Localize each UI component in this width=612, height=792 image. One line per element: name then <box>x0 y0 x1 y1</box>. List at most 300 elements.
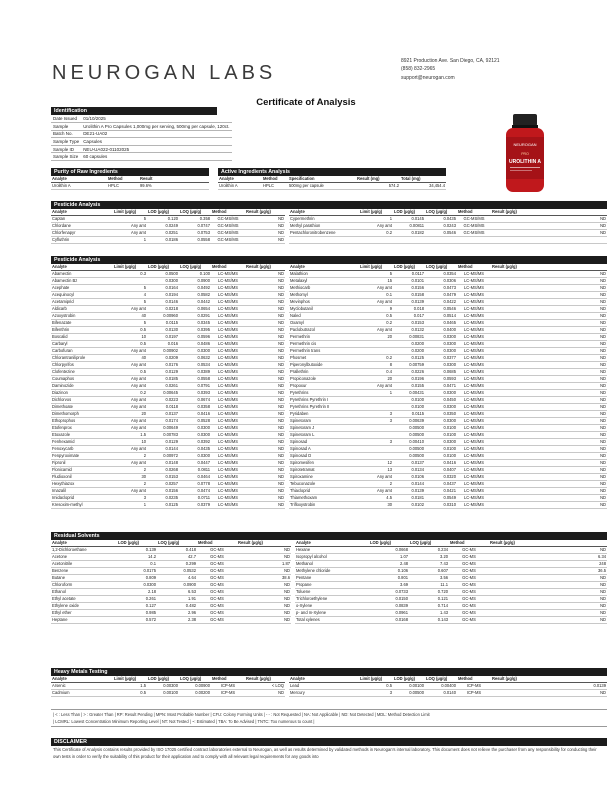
table-cell: 0.0465 <box>425 320 457 327</box>
table-cell: Dimethomorph <box>51 411 113 418</box>
table-cell: 0.0791 <box>179 383 211 390</box>
table-cell: 11.1 <box>409 582 449 589</box>
table-cell: 1.87 <box>237 561 291 568</box>
table-cell: LC-MS/MS <box>457 320 491 327</box>
table-cell: 0.0345 <box>179 320 211 327</box>
column-header: Result (µg/g) <box>245 676 285 683</box>
table-cell: 0.0300 <box>147 278 179 285</box>
column-header: LOD (µg/g) <box>117 540 157 547</box>
table-cell: Any amt <box>113 376 147 383</box>
table-cell: ND <box>245 481 285 488</box>
table-cell: LC-MS/MS <box>457 383 491 390</box>
table-cell: 0.00783 <box>147 432 179 439</box>
table-cell: LC-MS/MS <box>457 467 491 474</box>
table-cell: GC-MS <box>197 547 237 554</box>
table-cell: ND <box>245 439 285 446</box>
table-cell: LC-MS/MS <box>211 313 245 320</box>
table-cell: Methanol <box>295 561 369 568</box>
table-cell: 8 <box>359 362 393 369</box>
column-header: Result (µg/g) <box>491 209 607 216</box>
table-cell: 0.0514 <box>425 313 457 320</box>
table-cell: Any amt <box>113 446 147 453</box>
table-cell: ND <box>237 603 291 610</box>
table-cell: 0.0300 <box>117 582 157 589</box>
table-cell: Fenhexamid <box>51 439 113 446</box>
table-cell: LC-MS/MS <box>457 495 491 502</box>
table-cell: Trichloroethylene <box>295 596 369 603</box>
table-cell: GC-MS <box>197 568 237 575</box>
table-row <box>51 554 607 561</box>
table-cell: GC-MS/MS <box>457 216 491 223</box>
table-cell: 1 <box>113 502 147 509</box>
table-cell: Propiconazole <box>289 376 359 383</box>
table-cell: 0.0377 <box>425 355 457 362</box>
table-cell: Aldicarb <box>51 306 113 313</box>
table-cell: Bifenazate <box>51 320 113 327</box>
table-cell: ND <box>245 355 285 362</box>
table-row <box>51 313 607 320</box>
table-cell: Pentachloronitrobenzene <box>289 230 359 237</box>
table-cell: 0.714 <box>409 603 449 610</box>
table-cell: ND <box>245 418 285 425</box>
table-cell: 0.0674 <box>179 397 211 404</box>
table-cell: 0.0291 <box>179 313 211 320</box>
table-row <box>51 230 607 237</box>
table-cell: 0.0100 <box>425 446 457 453</box>
column-header: Analyte <box>289 676 359 683</box>
company-logo: NEUROGAN LABS <box>52 62 277 84</box>
table-cell: LC-MS/MS <box>211 460 245 467</box>
table-cell: Methylene chloride <box>295 568 369 575</box>
table-cell: ND <box>491 230 607 237</box>
table-cell: Piperonylbutoxide <box>289 362 359 369</box>
table-cell: 5 <box>113 216 147 223</box>
table-row <box>51 285 607 292</box>
table-cell: 5 <box>113 320 147 327</box>
table-cell: Abamectin Bz <box>51 278 113 285</box>
table-cell: Dimethoate <box>51 404 113 411</box>
table-cell: 60 capsules <box>81 153 231 161</box>
table-cell: 0.0558 <box>179 376 211 383</box>
table-cell <box>359 432 393 439</box>
table-cell: 0.00400 <box>425 683 457 690</box>
table-cell: 42.7 <box>157 554 197 561</box>
table-cell: 0.0532 <box>157 568 197 575</box>
column-header: LOD (µg/g) <box>393 209 425 216</box>
table-cell: 0.0268 <box>147 467 179 474</box>
table-row <box>51 334 607 341</box>
table-cell: 0.0435 <box>179 446 211 453</box>
table-cell: Benzene <box>51 568 117 575</box>
table-cell: 12 <box>359 460 393 467</box>
table-cell: ND <box>245 467 285 474</box>
table-cell: Sample Size <box>51 153 81 161</box>
table-cell: 1.5 <box>113 432 147 439</box>
table-cell: 0.120 <box>147 216 179 223</box>
table-cell: 5 <box>359 271 393 278</box>
table-cell: 0.5 <box>359 313 393 320</box>
table-cell: 0.00500 <box>393 432 425 439</box>
table-cell: 0.00902 <box>147 348 179 355</box>
table-cell: LC-MS/MS <box>457 439 491 446</box>
table-cell: Capsules <box>81 138 231 146</box>
table-cell: Spirotetramat <box>289 467 359 474</box>
table-cell: 3 <box>359 439 393 446</box>
table-row <box>51 547 607 554</box>
table-cell: Fludioxonil <box>51 474 113 481</box>
table-cell: Ethylene oxide <box>51 603 117 610</box>
table-row <box>51 397 607 404</box>
table-cell: LC-MS/MS <box>211 369 245 376</box>
table-cell: Chlordane <box>51 223 113 230</box>
table-cell: 0.0471 <box>425 383 457 390</box>
table-cell: 574.2 <box>356 183 400 190</box>
table-cell <box>491 237 607 244</box>
table-cell: 0.0140 <box>425 690 457 697</box>
table-cell: 0.0134 <box>393 467 425 474</box>
table-cell: 4.5 <box>359 495 393 502</box>
table-cell: 0.2 <box>113 390 147 397</box>
table-cell: ND <box>491 292 607 299</box>
table-cell: ND <box>245 460 285 467</box>
table-cell: GC-MS <box>197 575 237 582</box>
table-cell: 0.0421 <box>425 488 457 495</box>
table-cell: Hexane <box>295 547 369 554</box>
column-header: LOD (µg/g) <box>147 209 179 216</box>
contact-info <box>401 57 500 82</box>
table-cell: 0.0479 <box>425 292 457 299</box>
table-cell: 0.0358 <box>179 404 211 411</box>
table-row <box>51 320 607 327</box>
table-cell: 0.0900 <box>179 278 211 285</box>
table-cell: 0.0437 <box>425 481 457 488</box>
table-cell: 0.0156 <box>393 285 425 292</box>
column-header: Limit (µg/g) <box>113 676 147 683</box>
table-cell: ND <box>489 589 607 596</box>
table-cell: 40 <box>113 313 147 320</box>
table-cell: GC-MS <box>197 561 237 568</box>
table-cell: 2.18 <box>117 589 157 596</box>
column-header: Analyte <box>51 540 117 547</box>
table-cell: LC-MS/MS <box>211 285 245 292</box>
table-cell: Mercury <box>289 690 359 697</box>
table-cell: LC-MS/MS <box>211 425 245 432</box>
table-cell: 0.00100 <box>393 683 425 690</box>
table-cell: 99.6% <box>139 183 209 190</box>
table-cell: 0.0711 <box>179 495 211 502</box>
table-cell: Acequinocyl <box>51 292 113 299</box>
table-cell: 0.00900 <box>179 683 211 690</box>
table-cell: LC-MS/MS <box>211 271 245 278</box>
column-header: Method <box>107 176 139 183</box>
table-cell: Any amt <box>113 348 147 355</box>
table-cell: ND <box>491 383 607 390</box>
table-cell: LC-MS/MS <box>457 348 491 355</box>
table-cell: Any amt <box>359 285 393 292</box>
table-cell: 2.38 <box>157 617 197 624</box>
table-cell: LC-MS/MS <box>457 418 491 425</box>
identification-table <box>51 115 232 161</box>
table-cell: ND <box>491 467 607 474</box>
table-cell: 0.0100 <box>425 453 457 460</box>
table-cell: 7.43 <box>409 561 449 568</box>
table-cell: 0.0464 <box>179 474 211 481</box>
table-cell: 1,2-Dichloroethane <box>51 547 117 554</box>
column-header: Method <box>457 264 491 271</box>
table-cell: 0.0422 <box>425 299 457 306</box>
table-cell: Metalaxyl <box>289 278 359 285</box>
table-cell: 0.0389 <box>179 369 211 376</box>
table-cell: ND <box>237 610 291 617</box>
table-cell: Date Issued <box>51 115 81 123</box>
table-cell: Any amt <box>113 404 147 411</box>
section-header: Pesticide Analysis <box>51 201 607 209</box>
identification-row <box>51 123 232 131</box>
table-cell: LC-MS/MS <box>457 446 491 453</box>
table-cell: Cypermethrin <box>289 216 359 223</box>
table-cell: 0.0442 <box>179 299 211 306</box>
table-cell: ND <box>237 589 291 596</box>
table-row <box>51 278 607 285</box>
table-cell: ND <box>237 617 291 624</box>
table-cell: 0.0156 <box>147 488 179 495</box>
table-cell: ICP-MS <box>211 683 245 690</box>
column-header: Result (µg/g) <box>489 540 607 547</box>
table-cell: 0.0300 <box>179 348 211 355</box>
table-cell: LC-MS/MS <box>457 313 491 320</box>
column-header: LOD (µg/g) <box>369 540 409 547</box>
table-cell: LC-MS/MS <box>457 285 491 292</box>
table-cell: 0.0392 <box>179 439 211 446</box>
table-cell: 0.0300 <box>425 334 457 341</box>
table-cell: 0.0106 <box>393 474 425 481</box>
table-cell: LC-MS/MS <box>457 432 491 439</box>
table-cell: ND <box>491 369 607 376</box>
table-cell: 0.0168 <box>369 617 409 624</box>
table-cell: Malathion <box>289 271 359 278</box>
table-cell: LC-MS/MS <box>457 453 491 460</box>
table-cell: 0.00500 <box>393 453 425 460</box>
table-cell: LC-MS/MS <box>211 383 245 390</box>
table-cell: 0.0733 <box>369 589 409 596</box>
table-cell: ND <box>245 425 285 432</box>
table-row <box>51 596 607 603</box>
table-cell: 0.00100 <box>147 690 179 697</box>
table-cell: Spinetoram L <box>289 432 359 439</box>
table-row <box>51 383 607 390</box>
table-cell: LC-MS/MS <box>211 320 245 327</box>
table-row <box>51 390 607 397</box>
table-cell: 0.0300 <box>425 362 457 369</box>
table-cell: GC-MS <box>197 596 237 603</box>
table-cell: 0.100 <box>179 271 211 278</box>
table-cell: 1 <box>359 390 393 397</box>
table-cell: 40 <box>113 355 147 362</box>
table-cell: 30 <box>359 502 393 509</box>
table-cell: ND <box>491 271 607 278</box>
contact-email: support@neurogan.com <box>401 74 455 81</box>
table-cell: Urolithin A <box>218 183 262 190</box>
table-cell: 0.0129 <box>147 369 179 376</box>
table-cell: 0.0174 <box>147 418 179 425</box>
identification-row <box>51 153 232 161</box>
column-header: Result (mg) <box>356 176 400 183</box>
table-cell: GC-MS <box>197 617 237 624</box>
table-cell: 0.0473 <box>425 285 457 292</box>
table-cell: ND <box>491 453 607 460</box>
table-cell: ND <box>491 425 607 432</box>
table-row <box>51 453 607 460</box>
table-cell: LC-MS/MS <box>211 376 245 383</box>
table-row <box>51 404 607 411</box>
active-ingredients-table <box>218 176 446 190</box>
table-cell: Fipronil <box>51 460 113 467</box>
table-row <box>51 439 607 446</box>
table-row <box>51 603 607 610</box>
table-cell: Any amt <box>113 460 147 467</box>
table-cell: ND <box>491 306 607 313</box>
table-cell: Any amt <box>359 488 393 495</box>
table-cell: 20 <box>113 411 147 418</box>
table-cell: 0.0300 <box>425 390 457 397</box>
disclaimer-section <box>51 738 607 761</box>
table-cell: ND <box>491 397 607 404</box>
table-cell: 0.0148 <box>147 460 179 467</box>
table-cell: 0.0300 <box>425 404 457 411</box>
table-cell: ND <box>489 603 607 610</box>
table-cell: 0.0243 <box>425 223 457 230</box>
purity-table <box>51 176 209 190</box>
table-cell: ND <box>491 411 607 418</box>
column-header: Limit (µg/g) <box>113 264 147 271</box>
table-cell: 0.482 <box>157 603 197 610</box>
table-cell: 1 <box>113 237 147 244</box>
table-cell: 0.2 <box>359 320 393 327</box>
table-cell: LC-MS/MS <box>457 376 491 383</box>
page-title: Certificate of Analysis <box>256 97 356 108</box>
table-cell: Kresoxim-methyl <box>51 502 113 509</box>
section-header: Pesticide Analysis <box>51 256 607 264</box>
table-cell: ND <box>245 327 285 334</box>
table-cell: ND <box>245 362 285 369</box>
table-cell: 0.0393 <box>179 390 211 397</box>
table-cell: 0.0155 <box>393 383 425 390</box>
table-row <box>51 299 607 306</box>
table-cell: ND <box>491 460 607 467</box>
table-cell: 1.07 <box>369 554 409 561</box>
table-cell: ND <box>491 348 607 355</box>
table-row <box>51 369 607 376</box>
table-cell: 0.0407 <box>425 467 457 474</box>
table-cell: LC-MS/MS <box>211 432 245 439</box>
table-cell: ND <box>489 617 607 624</box>
table-cell: Imazalil <box>51 488 113 495</box>
table-cell: Permethrin trans <box>289 348 359 355</box>
table-cell: Thiamethoxam <box>289 495 359 502</box>
table-cell: LC-MS/MS <box>457 488 491 495</box>
table-cell: 0.0300 <box>179 432 211 439</box>
table-cell <box>359 453 393 460</box>
table-cell: LC-MS/MS <box>211 362 245 369</box>
table-cell: 0.0300 <box>425 418 457 425</box>
table-cell: ND <box>491 278 607 285</box>
section-header: Purity of Raw Ingredients <box>51 168 209 176</box>
table-cell: ND <box>491 390 607 397</box>
table-cell: Spinosad <box>289 439 359 446</box>
table-cell: 5 <box>113 285 147 292</box>
table-cell: ND <box>491 432 607 439</box>
table-cell: Pyrethrins <box>289 390 359 397</box>
table-cell: 0.0185 <box>147 376 179 383</box>
table-cell: 0.1 <box>117 561 157 568</box>
table-cell: 0.0261 <box>147 383 179 390</box>
table-cell: ND <box>245 341 285 348</box>
table-cell: LC-MS/MS <box>457 341 491 348</box>
table-cell: ND <box>491 502 607 509</box>
table-cell: ND <box>491 474 607 481</box>
table-cell: 0.0753 <box>179 230 211 237</box>
table-cell <box>359 348 393 355</box>
table-cell: LC-MS/MS <box>211 404 245 411</box>
table-cell: 6.34 <box>489 554 607 561</box>
table-cell: 0.00759 <box>393 362 425 369</box>
table-cell: ND <box>491 313 607 320</box>
table-cell: ND <box>245 292 285 299</box>
table-row <box>51 183 209 190</box>
table-row <box>51 271 607 278</box>
table-cell: Naled <box>289 313 359 320</box>
column-header: LOQ (µg/g) <box>425 676 457 683</box>
table-cell: LC-MS/MS <box>211 446 245 453</box>
identification-row <box>51 130 232 138</box>
table-cell: Carbaryl <box>51 341 113 348</box>
table-cell: ND <box>245 474 285 481</box>
table-cell: ND <box>491 439 607 446</box>
table-cell: ND <box>245 404 285 411</box>
table-cell: LC-MS/MS <box>457 306 491 313</box>
table-cell: Urolithin A <box>51 183 107 190</box>
table-row <box>51 481 607 488</box>
table-cell: LC-MS/MS <box>211 390 245 397</box>
column-header: LOQ (µg/g) <box>425 209 457 216</box>
column-header: Method <box>457 676 491 683</box>
table-cell: 2.96 <box>157 610 197 617</box>
table-row <box>51 411 607 418</box>
table-cell: ND <box>491 334 607 341</box>
table-cell: ND <box>245 453 285 460</box>
table-cell: Any amt <box>359 299 393 306</box>
table-cell: LC-MS/MS <box>457 292 491 299</box>
table-cell: 0.0654 <box>179 306 211 313</box>
table-cell: 0.0125 <box>147 502 179 509</box>
table-row <box>51 690 607 697</box>
table-cell: Pyrethrins Pyrethrin II <box>289 404 359 411</box>
table-cell: Spinetoram J <box>289 425 359 432</box>
table-cell: ND <box>489 547 607 554</box>
table-cell: 0.0596 <box>179 334 211 341</box>
table-cell: 0.0354 <box>425 271 457 278</box>
product-bottle-image <box>496 113 554 195</box>
table-cell: Boscalid <box>51 334 113 341</box>
table-cell: 0.0558 <box>179 237 211 244</box>
table-cell: Butane <box>51 575 117 582</box>
table-cell: 0.0811 <box>179 467 211 474</box>
table-cell: 0.720 <box>409 589 449 596</box>
table-cell: 0.0582 <box>179 292 211 299</box>
table-cell: 0.0416 <box>425 460 457 467</box>
table-cell: 0.809 <box>117 575 157 582</box>
table-cell: LC-MS/MS <box>211 418 245 425</box>
